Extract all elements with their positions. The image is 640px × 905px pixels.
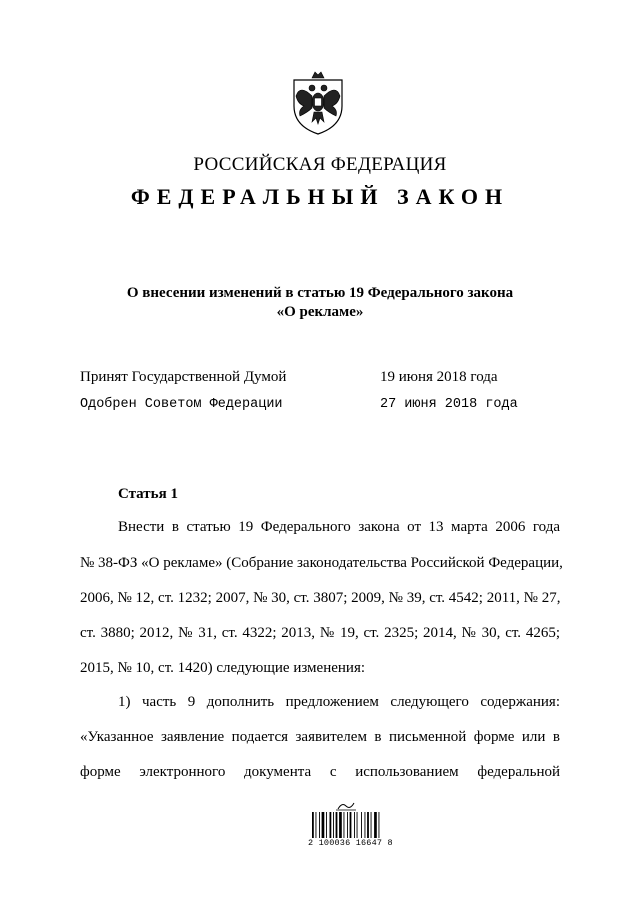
paragraph-line: «Указанное заявление подается заявителем в письменной форме или в — [80, 729, 560, 745]
paragraph-line: форме электронного документа с использованием федеральной — [80, 764, 560, 780]
article-heading: Статья 1 — [118, 486, 178, 502]
document-type: ФЕДЕРАЛЬНЫЙ ЗАКОН — [130, 184, 510, 209]
adoption-label: Принят Государственной Думой — [80, 369, 287, 385]
paragraph-line: ст. 3880; 2012, № 31, ст. 4322; 2013, № 19, ст. 2325; 2014, № 30, ст. 4265; — [80, 625, 560, 641]
paragraph-line: 2015, № 10, ст. 1420) следующие изменения: — [80, 660, 366, 676]
registry-logo-icon — [308, 800, 384, 812]
paragraph-line: 2006, № 12, ст. 1232; 2007, № 30, ст. 3807; 2009, № 39, ст. 4542; 2011, № 27, — [80, 590, 561, 606]
barcode-number: 2 100036 16647 8 — [308, 838, 393, 848]
law-title-line-2: «О рекламе» — [276, 304, 364, 320]
adoption-date: 19 июня 2018 года — [380, 369, 498, 385]
country-name: РОССИЙСКАЯ ФЕДЕРАЦИЯ — [193, 154, 447, 175]
coat-of-arms-icon — [282, 66, 354, 138]
law-title-line-1: О внесении изменений в статью 19 Федерального закона — [126, 285, 514, 301]
paragraph-line: Внести в статью 19 Федерального закона от 13 марта 2006 года — [118, 519, 560, 535]
adoption-label: Одобрен Советом Федерации — [80, 397, 283, 412]
adoption-date: 27 июня 2018 года — [380, 397, 518, 412]
barcode-icon — [312, 812, 382, 838]
paragraph-line: 1) часть 9 дополнить предложением следующего содержания: — [118, 694, 560, 710]
paragraph-line: № 38-ФЗ «О рекламе» (Собрание законодательства Российской Федерации, — [80, 555, 563, 571]
barcode-block — [308, 800, 393, 852]
